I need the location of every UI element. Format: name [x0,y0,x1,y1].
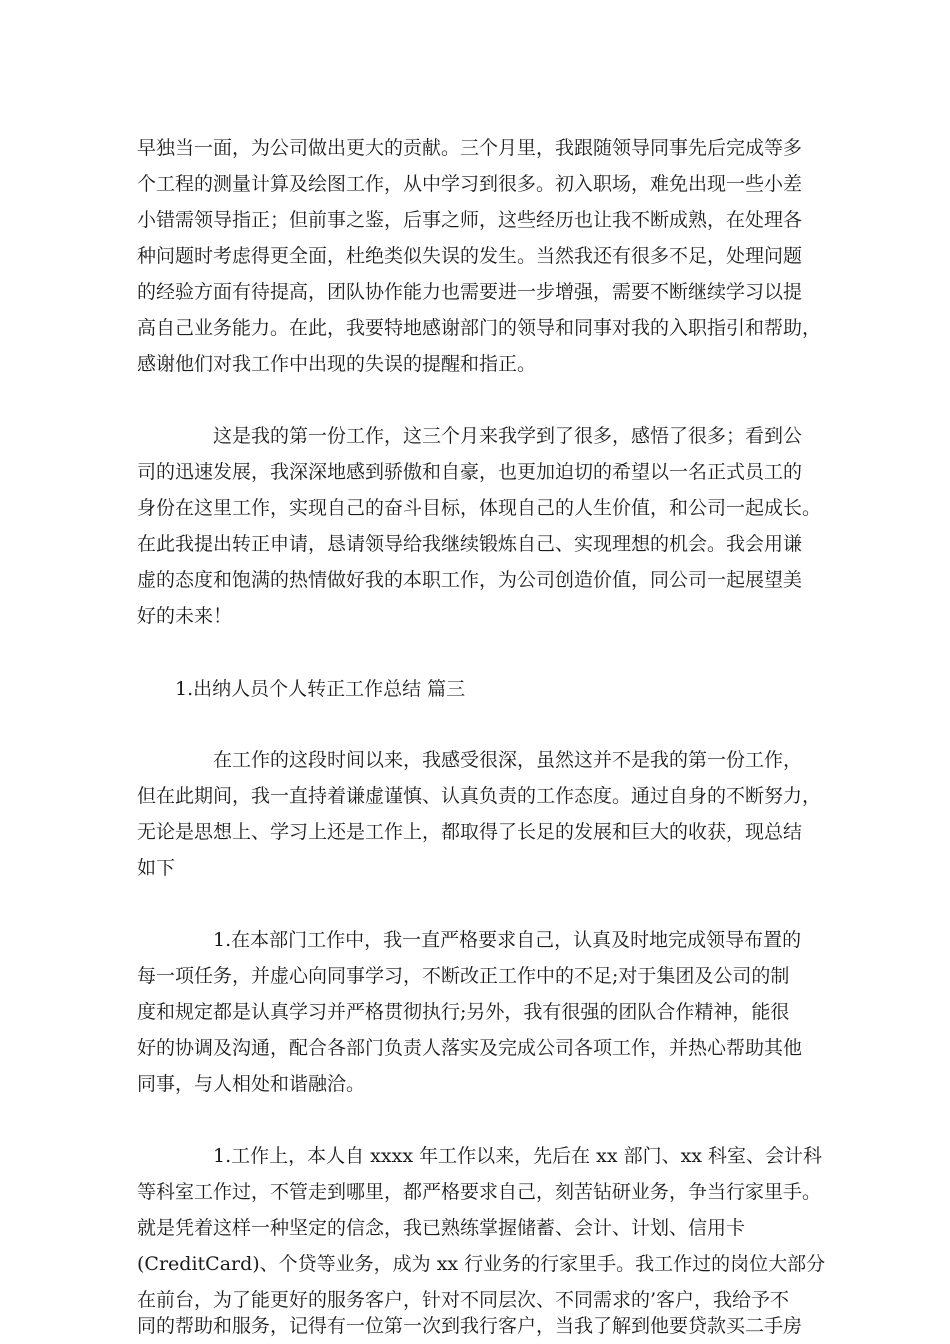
section-heading: 1.出纳人员个人转正工作总结 篇三 [175,678,466,700]
paragraph-2-line-1: 这是我的第一份工作，这三个月来我学到了很多，感悟了很多；看到公 [213,425,803,447]
paragraph-2-line-3: 身份在这里工作，实现自己的奋斗目标，体现自己的人生价值，和公司一起成长。 [137,497,822,519]
paragraph-1-line-5: 的经验方面有待提高，团队协作能力也需要进一步增强，需要不断继续学习以提 [137,281,803,303]
paragraph-1-line-7: 感谢他们对我工作中出现的失误的提醒和指正。 [137,353,537,375]
paragraph-4-line-1: 1.在本部门工作中，我一直严格要求自己，认真及时地完成领导布置的 [213,929,802,951]
paragraph-1-line-3: 小错需领导指正；但前事之鉴，后事之师，这些经历也让我不断成熟，在处理各 [137,209,803,231]
paragraph-5-line-6: 同的帮助和服务，记得有一位第一次到我行客户，当我了解到他要贷款买二手房 [137,1315,803,1337]
paragraph-1-line-1: 早独当一面，为公司做出更大的贡献。三个月里，我跟随领导同事先后完成等多 [137,137,803,159]
paragraph-2-line-4: 在此我提出转正申请，恳请领导给我继续锻炼自己、实现理想的机会。我会用谦 [137,533,803,555]
paragraph-5-line-5: 在前台，为了能更好的服务客户，针对不同层次、不同需求的’客户，我给予不 [137,1289,790,1311]
paragraph-1-line-6: 高自己业务能力。在此，我要特地感谢部门的领导和同事对我的入职指引和帮助， [137,317,822,339]
paragraph-5-line-1: 1.工作上，本人自 xxxx 年工作以来，先后在 xx 部门、xx 科室、会计科 [213,1145,823,1167]
paragraph-3-line-4: 如下 [137,857,176,879]
paragraph-5-line-4: (CreditCard)、个贷等业务，成为 xx 行业务的行家里手。我工作过的岗位大部分 [137,1253,826,1275]
paragraph-3-line-2: 但在此期间，我一直持着谦虚谨慎、认真负责的工作态度。通过自身的不断努力， [137,785,822,807]
paragraph-3-line-3: 无论是思想上、学习上还是工作上，都取得了长足的发展和巨大的收获，现总结 [137,821,803,843]
paragraph-5-line-3: 就是凭着这样一种坚定的信念，我已熟练掌握储蓄、会计、计划、信用卡 [137,1217,746,1239]
paragraph-4-line-2: 每一项任务，并虚心向同事学习，不断改正工作中的不足;对于集团及公司的制 [137,965,790,987]
paragraph-4-line-4: 好的协调及沟通，配合各部门负责人落实及完成公司各项工作，并热心帮助其他 [137,1037,803,1059]
paragraph-2-line-5: 虚的态度和饱满的热情做好我的本职工作，为公司创造价值，同公司一起展望美 [137,569,803,591]
paragraph-2-line-6: 好的未来！ [137,605,233,627]
paragraph-5-line-2: 等科室工作过，不管走到哪里，都严格要求自己，刻苦钻研业务，争当行家里手。 [137,1181,822,1203]
paragraph-4-line-5: 同事，与人相处和谐融洽。 [137,1073,366,1095]
paragraph-4-line-3: 度和规定都是认真学习并严格贯彻执行;另外，我有很强的团队合作精神，能很 [137,1001,790,1023]
paragraph-2-line-2: 司的迅速发展，我深深地感到骄傲和自豪，也更加迫切的希望以一名正式员工的 [137,461,803,483]
paragraph-3-line-1: 在工作的这段时间以来，我感受很深，虽然这并不是我的第一份工作， [213,749,803,771]
paragraph-1-line-4: 种问题时考虑得更全面，杜绝类似失误的发生。当然我还有很多不足，处理问题 [137,245,803,267]
paragraph-1-line-2: 个工程的测量计算及绘图工作，从中学习到很多。初入职场，难免出现一些小差 [137,173,803,195]
